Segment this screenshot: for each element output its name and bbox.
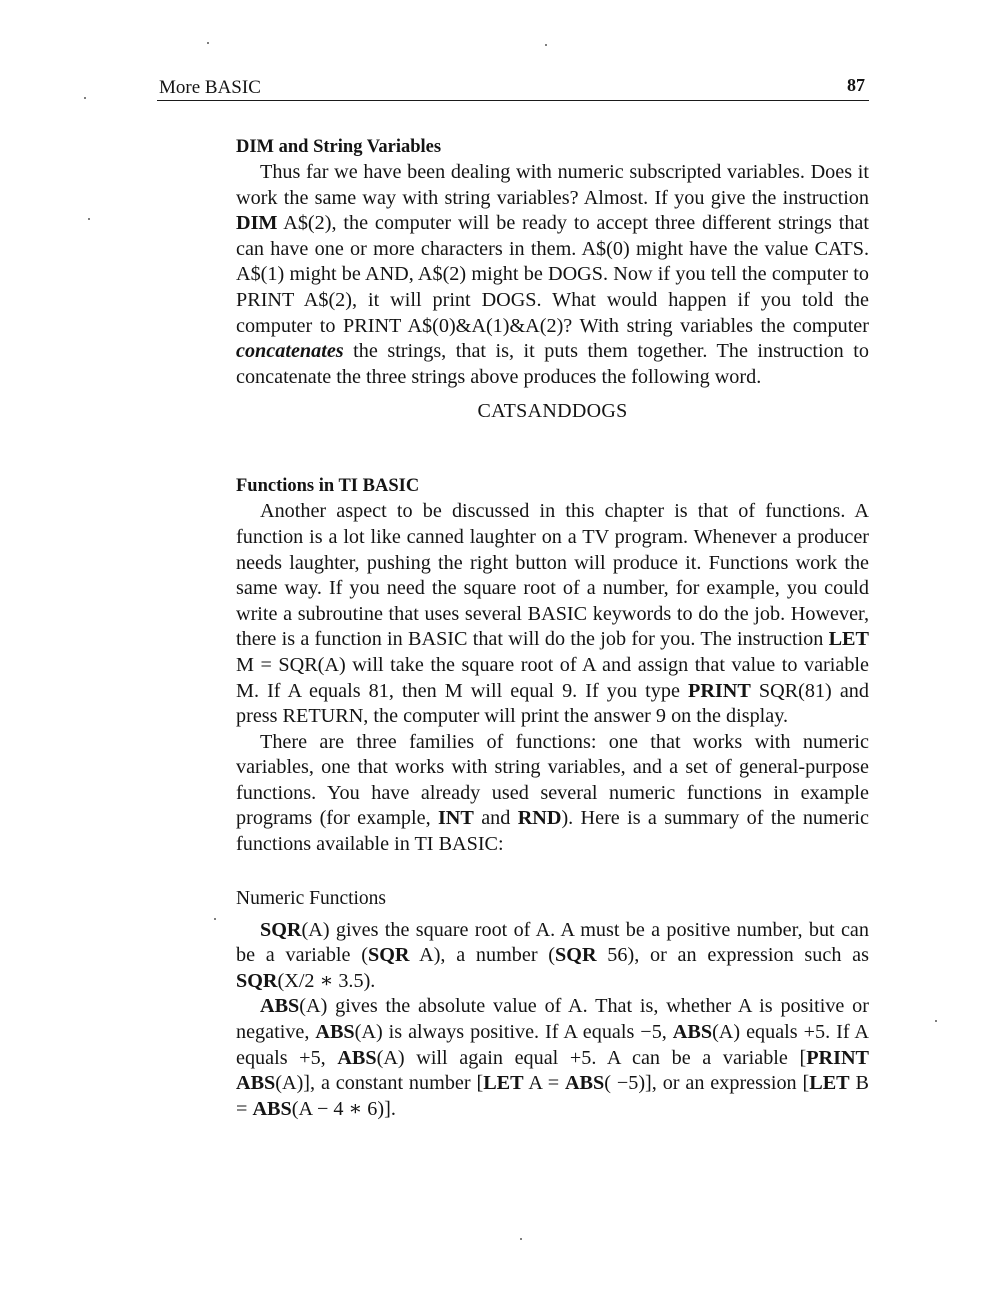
scan-speck bbox=[88, 218, 90, 220]
scan-speck bbox=[935, 1020, 937, 1022]
scan-speck bbox=[214, 918, 216, 920]
body-text bbox=[236, 126, 869, 1122]
paragraph-functions-intro: Another aspect to be discussed in this chapter is that of functions. A function is a lot like canned laughter on a TV program. Whenever a producer needs laughter, pushing the right button will produce it. Functions work the same way. If you need the square root of a number, for example, you could write a subroutine that uses several BASIC keywords to do the job. However, there is a function in BASIC that will do the job for you. The instruction LET M = SQR(A) will take the square root of A and assign that value to variable M. If A equals 81, then M will equal 9. If you type PRINT SQR(81) and press RETURN, the computer will print the answer 9 on the display. bbox=[236, 500, 869, 728]
page-number: 87 bbox=[847, 75, 865, 95]
scan-speck bbox=[545, 44, 547, 46]
example-word: CATSANDDOGS bbox=[477, 400, 628, 423]
running-head-title: More BASIC bbox=[159, 77, 261, 98]
scan-speck bbox=[520, 1238, 522, 1240]
section-heading-dim-strings: DIM and String Variables bbox=[236, 137, 442, 157]
paragraph-dim-strings: Thus far we have been dealing with numeric subscripted variables. Does it work the same way with string variables? Almost. If you give the instruction DIM A$(2), the computer will be ready to accept three different strings that can have one or more characters in them. A$(0) might have the value CATS. A$(1) might be AND, A$(2) might be DOGS. Now if you tell the computer to PRINT A$(2), it will print DOGS. What would happen if you told the computer to PRINT A$(0)&A(1)&A(2)? With string variables the computer concatenates the strings, that is, it puts them together. The instruction to concatenate the three strings above produces the following word. bbox=[236, 161, 869, 388]
running-header bbox=[157, 74, 869, 101]
subheading-numeric-functions: Numeric Functions bbox=[236, 887, 387, 909]
paragraph-function-families: There are three families of functions: one that works with numeric variables, one that works with string variables, and a set of general-purpose functions. You have already used several numeric functions in example programs (for example, INT and RND). Here is a summary of the numeric functions available in TI BASIC: bbox=[236, 730, 869, 856]
paragraph-abs: ABS(A) gives the absolute value of A. That is, whether A is positive or negative, ABS(A) is always positive. If A equals −5, ABS(A) equals +5. If A equals +5, ABS(A) will again equal +5. A can be a variable [PRINT ABS(A)], a constant number [LET A = ABS( −5)], or an expression [LET B = ABS(A − 4 ∗ 6)]. bbox=[236, 995, 869, 1120]
scan-speck bbox=[207, 42, 209, 44]
scan-speck bbox=[84, 97, 86, 99]
paragraph-sqr: SQR(A) gives the square root of A. A must be a positive number, but can be a variable (SQR A), a number (SQR 56), or an expression such as SQR(X/2 ∗ 3.5). bbox=[236, 918, 869, 992]
section-heading-functions: Functions in TI BASIC bbox=[236, 476, 420, 497]
